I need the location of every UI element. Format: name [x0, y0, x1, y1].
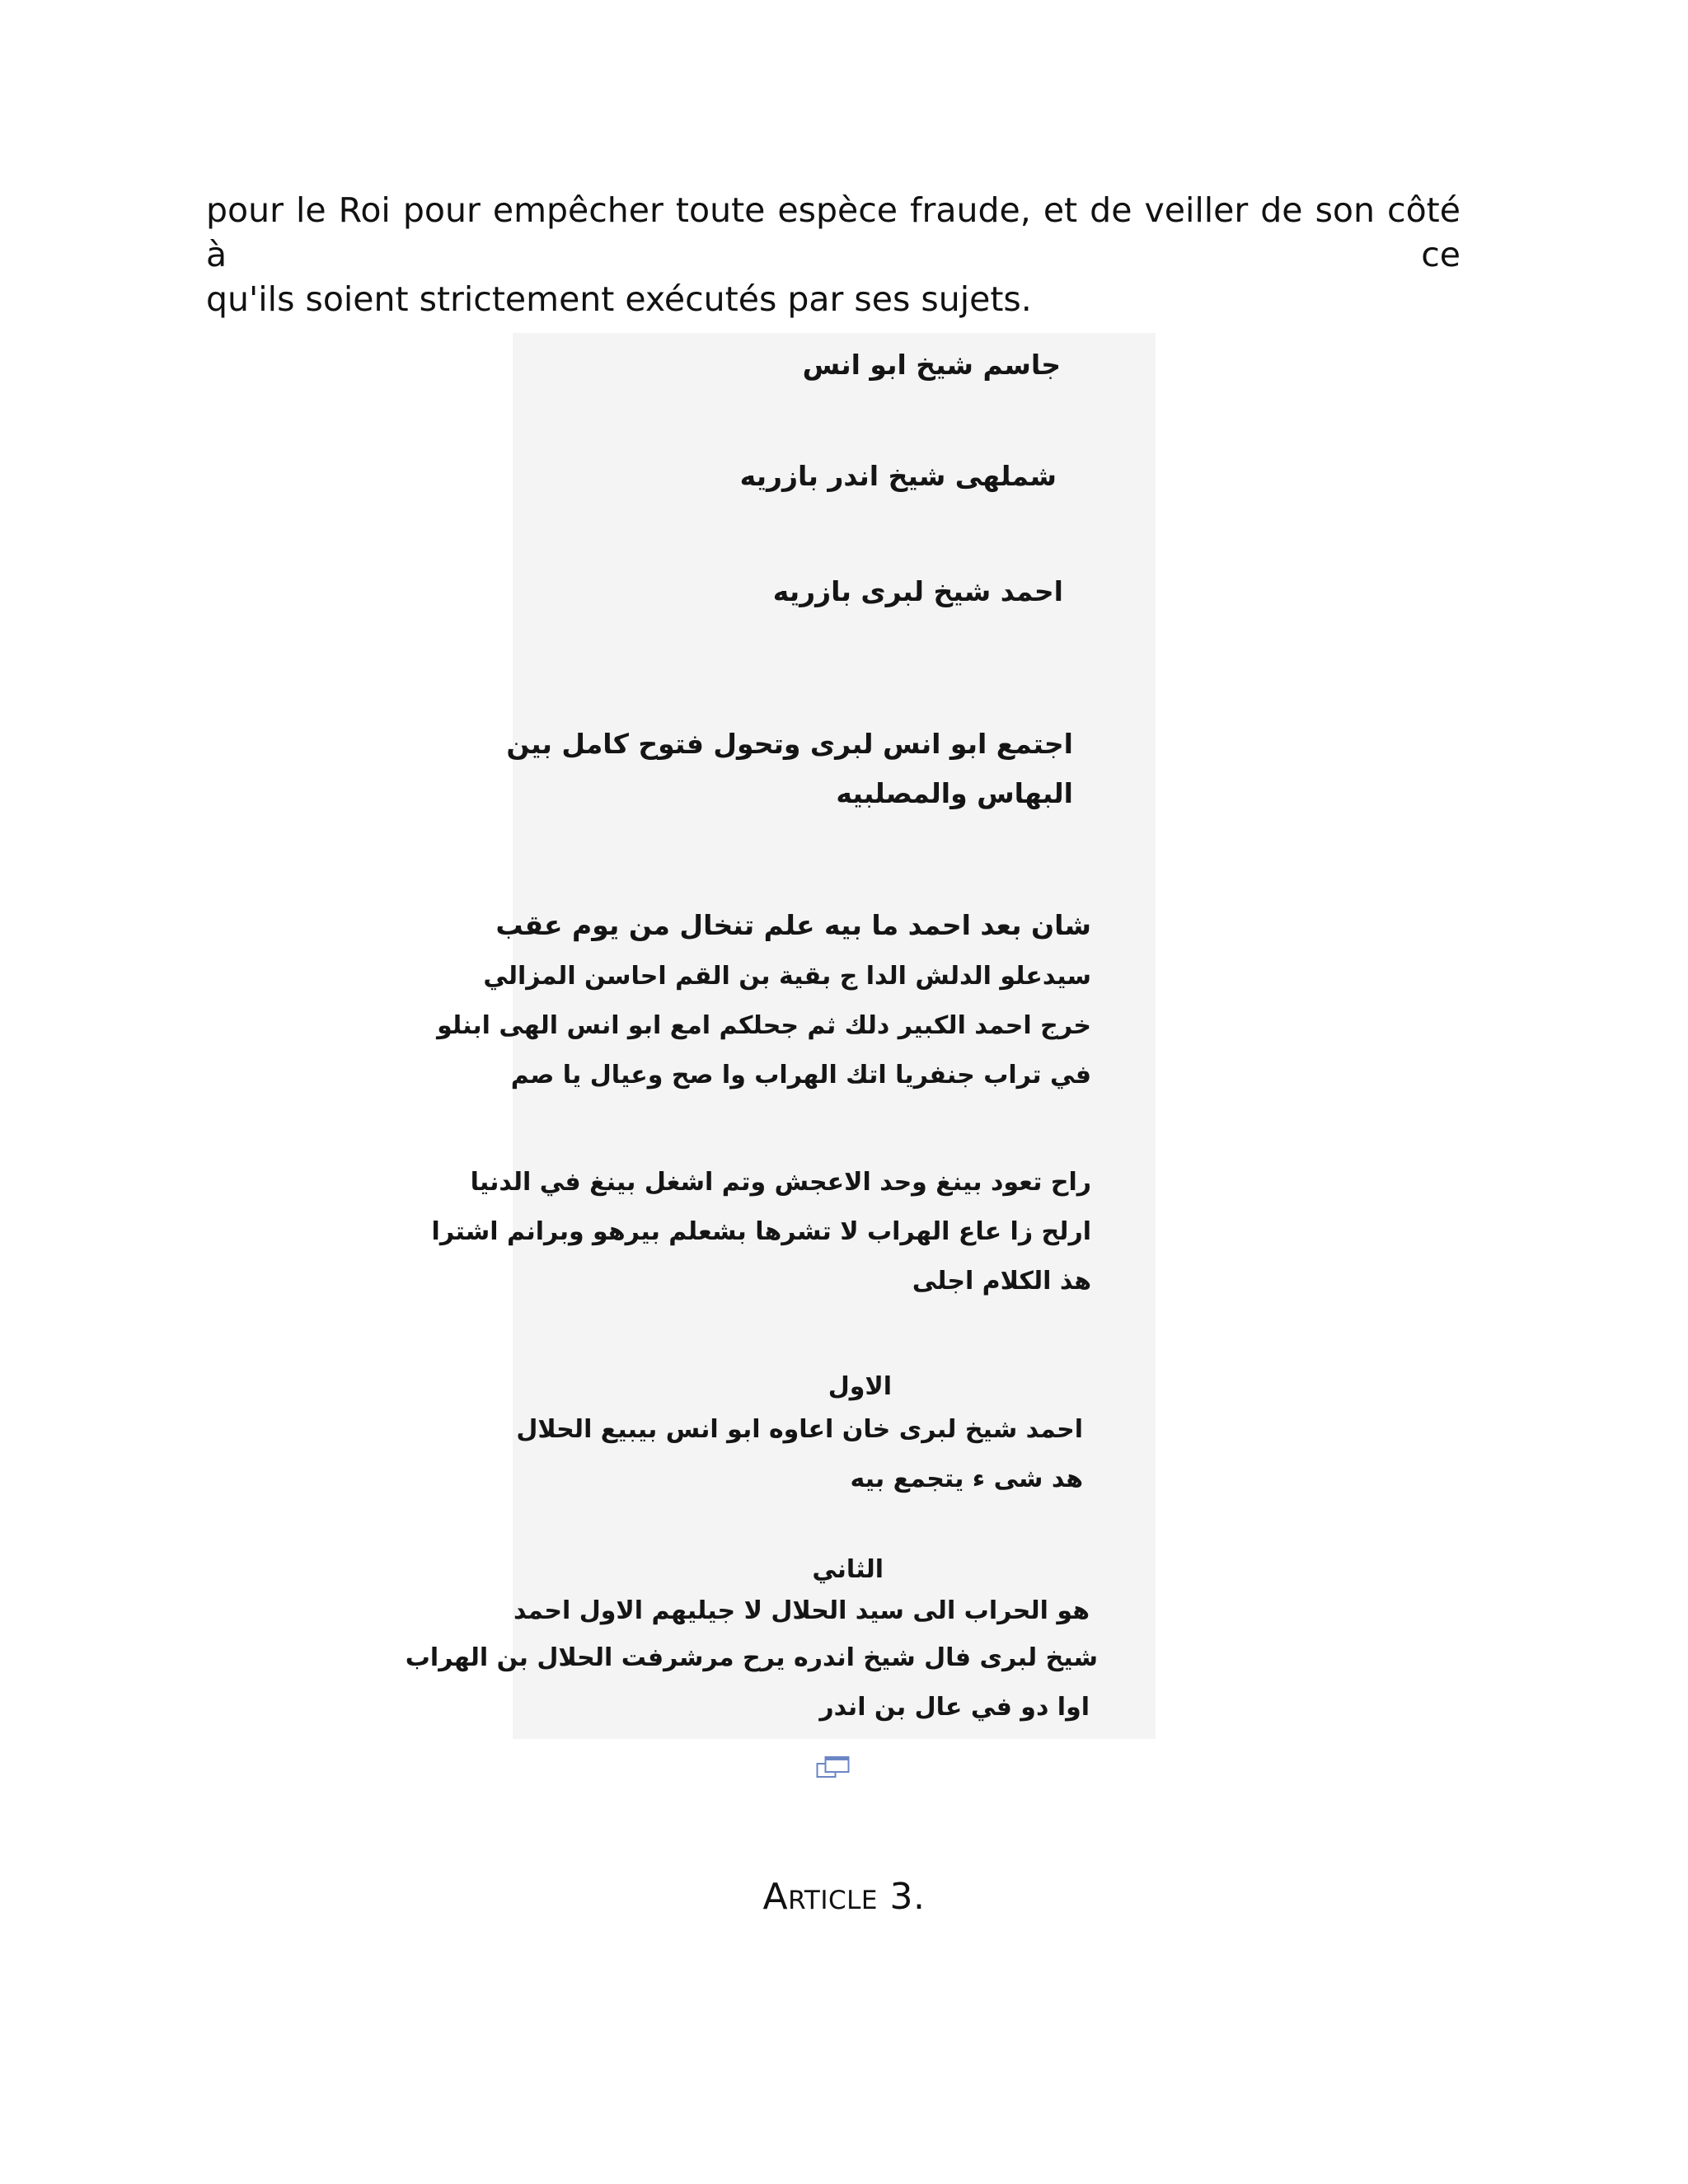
manuscript-line: هذ الكلام اجلى — [912, 1267, 1091, 1296]
manuscript-line: الثاني — [812, 1555, 884, 1584]
paragraph-line-1: pour le Roi pour empêcher toute espèce fraude, et de veiller de son côté à ce — [206, 190, 1461, 274]
manuscript-line: جاسم شيخ ابو انس — [802, 349, 1061, 381]
manuscript-line: الاول — [828, 1372, 892, 1401]
article-prefix-cap: A — [762, 1876, 789, 1918]
arabic-manuscript-image — [405, 333, 1156, 1739]
manuscript-line: شيخ لبرى فال شيخ اندره يرح مرشرفت الحلال بن الهراب — [405, 1643, 1098, 1672]
manuscript-line: سيدعلو الدلش الدا ج بقية بن القم احاسن المزالي — [483, 962, 1091, 991]
manuscript-line: راح تعود بينغ وحد الاعجش وتم اشغل بينغ في الدنيا — [470, 1168, 1091, 1197]
manuscript-line: ارلح زا عاع الهراب لا تشرها بشعلم بيرهو وبرانم اشترا — [431, 1217, 1091, 1246]
manuscript-svg — [405, 333, 1156, 1739]
manuscript-line: شان بعد احمد ما بيه علم تنخال من يوم عقب — [495, 909, 1091, 941]
article-heading — [0, 1876, 1688, 1918]
manuscript-line: هد شى ء يتجمع بيه — [850, 1465, 1083, 1493]
article-number: 3. — [878, 1876, 926, 1918]
image-placeholder-icon[interactable] — [816, 1754, 852, 1783]
article-prefix-rest: rticle — [788, 1876, 878, 1918]
manuscript-line: هو الحراب الى سيد الحلال لا جيليهم الاول احمد — [513, 1596, 1090, 1625]
manuscript-line: اجتمع ابو انس لبرى وتحول فتوح كامل بين — [506, 728, 1073, 760]
manuscript-line: احمد شيخ لبرى بازريه — [772, 575, 1063, 607]
manuscript-line: اوا دو في عال بن اندر — [819, 1693, 1090, 1722]
manuscript-line: شملهى شيخ اندر بازريه — [739, 460, 1057, 492]
manuscript-line: احمد شيخ لبرى خان اعاوه ابو انس بيبيع الحلال — [516, 1415, 1083, 1444]
manuscript-line: البهاس والمصلبيه — [836, 777, 1073, 809]
manuscript-line: خرج احمد الكبير دلك ثم جحلكم امع ابو انس الهى ابنلو — [437, 1011, 1091, 1040]
manuscript-line: في تراب جنفريا اتك الهراب وا صح وعيال يا صم — [510, 1061, 1091, 1090]
paragraph-line-2: qu'ils soient strictement exécutés par ses sujets. — [206, 279, 1032, 319]
body-paragraph — [206, 188, 1461, 321]
